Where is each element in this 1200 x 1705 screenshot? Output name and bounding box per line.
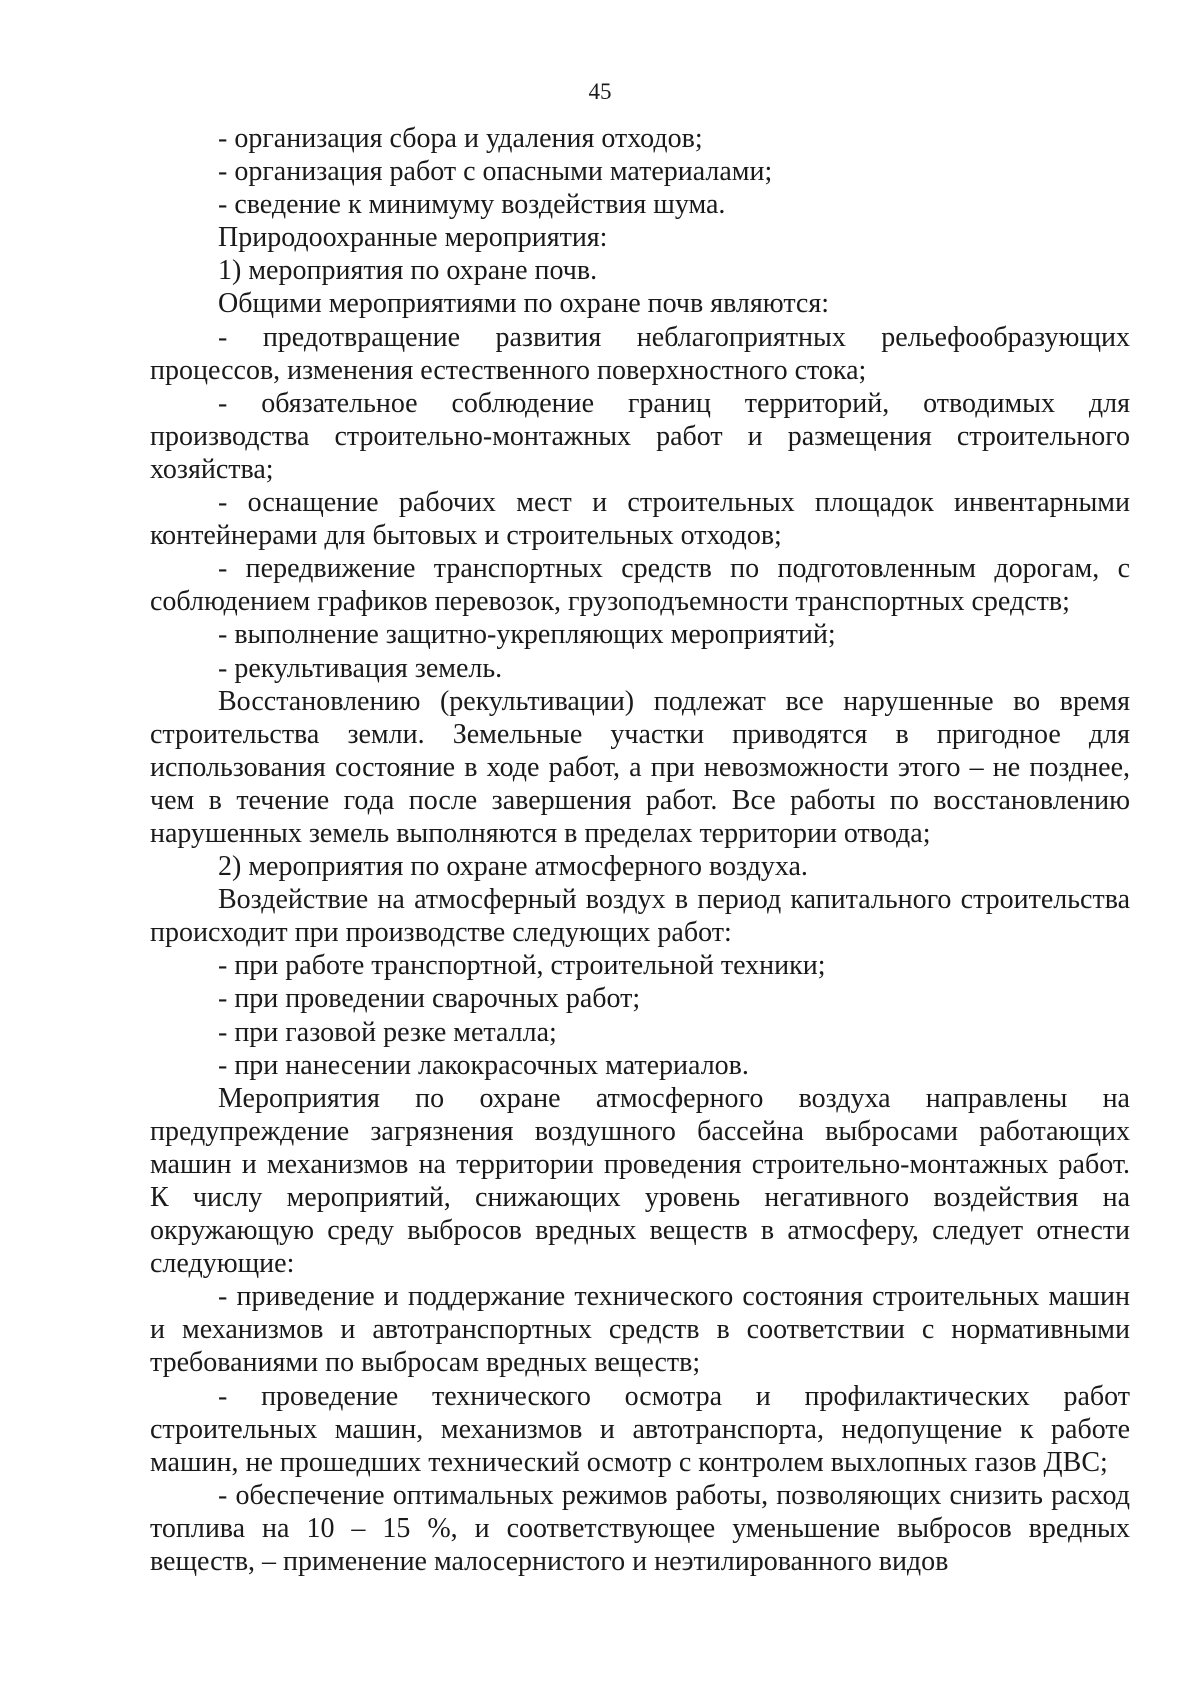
- paragraph-air-protection-heading: 2) мероприятия по охране атмосферного воздуха.: [218, 851, 808, 883]
- paragraph-soil-protection-heading: 1) мероприятия по охране почв.: [218, 255, 598, 287]
- paragraph-hazardous-materials: - организация работ с опасными материалами;: [218, 156, 773, 188]
- paragraph-optimal-modes: - обеспечение оптимальных режимов работы, позволяющих снизить расход топлива на 10 – 15 %, и соответствующее уменьшение выбросов вредных веществ, – применение малосернистого и неэтилированного видов: [150, 1479, 1130, 1578]
- document-body: [150, 122, 1130, 1578]
- paragraph-waste-containers: - оснащение рабочих мест и строительных площадок инвентарными контейнерами для бытовых и строительных отходов;: [150, 487, 1130, 552]
- paragraph-transport-machinery: - при работе транспортной, строительной техники;: [218, 950, 826, 982]
- paragraph-waste-collection: - организация сбора и удаления отходов;: [218, 123, 703, 154]
- paragraph-environmental-measures-heading: Природоохранные мероприятия:: [218, 222, 608, 254]
- paragraph-soil-general-measures: Общими мероприятиями по охране почв являются:: [218, 288, 829, 320]
- paragraph-paint-materials: - при нанесении лакокрасочных материалов.: [218, 1049, 749, 1081]
- paragraph-restoration: Восстановлению (рекультивации) подлежат все нарушенные во время строительства земли. Земельные участки приводятся в пригодное для использования состояние в ходе работ, а при невозможности этого – не позднее, чем в течение года после завершения работ. Все работы по восстановлению нарушенных земель выполняются в пределах территории отвода;: [150, 685, 1130, 849]
- paragraph-technical-inspection: - проведение технического осмотра и профилактических работ строительных машин, механизмов и автотранспорта, недопущение к работе машин, не прошедших технический осмотр с контролем выхлопных газов ДВС;: [150, 1380, 1130, 1478]
- paragraph-welding: - при проведении сварочных работ;: [218, 983, 641, 1015]
- paragraph-territory-boundaries: - обязательное соблюдение границ территорий, отводимых для производства строительно-монтажных работ и размещения строительного хозяйства;: [150, 387, 1130, 485]
- paragraph-protective-measures: - выполнение защитно-укрепляющих мероприятий;: [218, 619, 836, 651]
- paragraph-gas-cutting: - при газовой резке металла;: [218, 1016, 557, 1048]
- paragraph-technical-condition: - приведение и поддержание технического состояния строительных машин и механизмов и автотранспортных средств в соответствии с нормативными требованиями по выбросам вредных веществ;: [150, 1281, 1130, 1379]
- paragraph-land-recultivation: - рекультивация земель.: [218, 652, 503, 684]
- page-number: 45: [588, 79, 612, 104]
- paragraph-air-impact: Воздействие на атмосферный воздух в период капитального строительства происходит при производстве следующих работ:: [150, 884, 1130, 949]
- paragraph-relief-processes: - предотвращение развития неблагоприятных рельефообразующих процессов, изменения естественного поверхностного стока;: [150, 321, 1130, 386]
- paragraph-air-measures: Мероприятия по охране атмосферного воздуха направлены на предупреждение загрязнения воздушного бассейна выбросами работающих машин и механизмов на территории проведения строительно-монтажных работ. К числу мероприятий, снижающих уровень негативного воздействия на окружающую среду выбросов вредных веществ в атмосферу, следует отнести следующие:: [150, 1082, 1130, 1280]
- paragraph-noise: - сведение к минимуму воздействия шума.: [218, 189, 726, 221]
- paragraph-vehicle-movement: - передвижение транспортных средств по подготовленным дорогам, с соблюдением графиков перевозок, грузоподъемности транспортных средств;: [150, 553, 1130, 618]
